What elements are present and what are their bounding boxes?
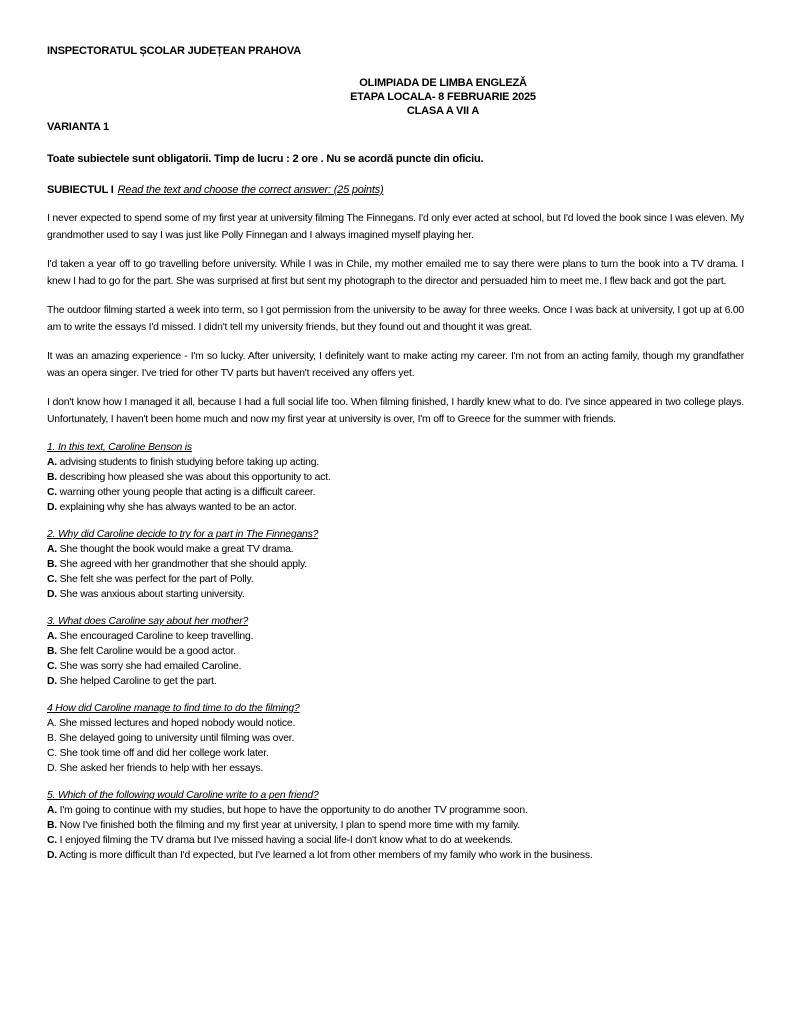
option-letter: B. bbox=[47, 820, 57, 831]
option-letter: B. bbox=[47, 733, 57, 744]
question-5 bbox=[47, 788, 744, 863]
stage-title: ETAPA LOCALA- 8 FEBRUARIE 2025 bbox=[350, 91, 536, 103]
option-letter: C. bbox=[47, 661, 57, 672]
subject-label: SUBIECTUL I bbox=[47, 184, 114, 196]
question-2 bbox=[47, 527, 744, 602]
subject-heading bbox=[47, 183, 744, 198]
question-4 bbox=[47, 701, 744, 776]
option-text: She missed lectures and hoped nobody would notice. bbox=[56, 718, 296, 729]
answer-option bbox=[47, 848, 744, 863]
answer-option bbox=[47, 500, 744, 515]
option-text: advising students to finish studying before taking up acting. bbox=[57, 457, 319, 468]
question-title: 3. What does Caroline say about her mother? bbox=[47, 616, 249, 627]
option-text: She helped Caroline to get the part. bbox=[57, 676, 217, 687]
passage-paragraph: I'd taken a year off to go travelling before university. While I was in Chile, my mother emailed me to say there were plans to turn the book into a TV drama. I knew I had to go for the part. She was surprised at first but sent my photograph to the director and persuaded him to meet me. I flew back and got the part. bbox=[47, 259, 744, 287]
option-letter: C. bbox=[47, 487, 57, 498]
answer-option bbox=[47, 716, 744, 731]
option-letter: C. bbox=[47, 748, 57, 759]
option-letter: B. bbox=[47, 559, 57, 570]
answer-option bbox=[47, 674, 744, 689]
answer-option bbox=[47, 572, 744, 587]
option-letter: A. bbox=[47, 457, 57, 468]
option-letter: A. bbox=[47, 805, 57, 816]
answer-option bbox=[47, 803, 744, 818]
option-text: She thought the book would make a great TV drama. bbox=[57, 544, 294, 555]
option-letter: C. bbox=[47, 574, 57, 585]
answer-option bbox=[47, 557, 744, 572]
passage-paragraph: I don't know how I managed it all, because I had a full social life too. When filming finished, I hardly knew what to do. I've since appeared in two college plays. Unfortunately, I haven't been home much and now my first year at university is over, I'm off to Greece for the summer with friends. bbox=[47, 397, 744, 425]
option-letter: A. bbox=[47, 544, 57, 555]
question-title: 1. In this text, Caroline Benson is bbox=[47, 442, 192, 453]
option-text: She was anxious about starting university. bbox=[57, 589, 245, 600]
option-text: She encouraged Caroline to keep travelling. bbox=[57, 631, 254, 642]
option-letter: D. bbox=[47, 763, 57, 774]
option-text: She felt she was perfect for the part of Polly. bbox=[57, 574, 254, 585]
answer-option bbox=[47, 470, 744, 485]
option-text: Acting is more difficult than I'd expected, but I've learned a lot from other members of my family who work in the business. bbox=[57, 850, 593, 861]
question-title: 2. Why did Caroline decide to try for a part in The Finnegans? bbox=[47, 529, 319, 540]
answer-option bbox=[47, 833, 744, 848]
option-letter: D. bbox=[47, 676, 57, 687]
option-text: warning other young people that acting is a difficult career. bbox=[57, 487, 316, 498]
option-letter: B. bbox=[47, 472, 57, 483]
answer-option bbox=[47, 746, 744, 761]
option-letter: D. bbox=[47, 502, 57, 513]
option-text: She agreed with her grandmother that she should apply. bbox=[57, 559, 307, 570]
option-text: explaining why she has always wanted to be an actor. bbox=[57, 502, 297, 513]
option-text: She was sorry she had emailed Caroline. bbox=[57, 661, 242, 672]
olympiad-title: OLIMPIADA DE LIMBA ENGLEZĂ bbox=[359, 77, 527, 89]
question-title: 4 How did Caroline manage to find time to do the filming? bbox=[47, 703, 300, 714]
answer-option bbox=[47, 587, 744, 602]
passage-paragraph: I never expected to spend some of my first year at university filming The Finnegans. I'd only ever acted at school, but I'd loved the book since I was eleven. My grandmother used to say I was just like Polly Finnegan and I always imagined myself playing her. bbox=[47, 213, 744, 241]
answer-option bbox=[47, 818, 744, 833]
class-title: CLASA A VII A bbox=[406, 105, 480, 117]
title-block bbox=[47, 76, 744, 118]
question-3 bbox=[47, 614, 744, 689]
answer-option bbox=[47, 644, 744, 659]
option-letter: B. bbox=[47, 646, 57, 657]
option-text: I enjoyed filming the TV drama but I've missed having a social life-I don't know what to do at weekends. bbox=[57, 835, 513, 846]
answer-option bbox=[47, 659, 744, 674]
option-letter: C. bbox=[47, 835, 57, 846]
answer-option bbox=[47, 455, 744, 470]
questions-list bbox=[47, 440, 744, 863]
answer-option bbox=[47, 485, 744, 500]
reading-passage bbox=[47, 210, 744, 428]
inspectorate-header: INSPECTORATUL ȘCOLAR JUDEȚEAN PRAHOVA bbox=[47, 45, 301, 57]
answer-option bbox=[47, 629, 744, 644]
question-1 bbox=[47, 440, 744, 515]
option-text: Now I've finished both the filming and my first year at university, I plan to spend more time with my family. bbox=[57, 820, 520, 831]
option-text: She took time off and did her college work later. bbox=[57, 748, 269, 759]
document-page bbox=[47, 44, 744, 863]
passage-paragraph: The outdoor filming started a week into term, so I got permission from the university to be away for three weeks. Once I was back at university, I got up at 6.00 am to write the essays I'd missed. I didn't tell my university friends, but they found out and thought it was great. bbox=[47, 305, 744, 333]
subject-task: Read the text and choose the correct answer: (25 points) bbox=[117, 184, 384, 196]
option-letter: A. bbox=[47, 631, 57, 642]
option-text: describing how pleased she was about this opportunity to act. bbox=[57, 472, 331, 483]
variant-label: VARIANTA 1 bbox=[47, 121, 109, 133]
answer-option bbox=[47, 542, 744, 557]
option-text: She felt Caroline would be a good actor. bbox=[57, 646, 236, 657]
passage-paragraph: It was an amazing experience - I'm so lucky. After university, I definitely want to make acting my career. I'm not from an acting family, though my grandfather was an opera singer. I've tried for other TV parts but haven't received any offers yet. bbox=[47, 351, 744, 379]
answer-option bbox=[47, 731, 744, 746]
option-letter: D. bbox=[47, 850, 57, 861]
option-text: She asked her friends to help with her essays. bbox=[57, 763, 264, 774]
option-letter: A. bbox=[47, 718, 57, 729]
answer-option bbox=[47, 761, 744, 776]
question-title: 5. Which of the following would Caroline write to a pen friend? bbox=[47, 790, 319, 801]
option-letter: D. bbox=[47, 589, 57, 600]
option-text: She delayed going to university until filming was over. bbox=[56, 733, 295, 744]
option-text: I'm going to continue with my studies, but hope to have the opportunity to do another TV programme soon. bbox=[57, 805, 528, 816]
instructions: Toate subiectele sunt obligatorii. Timp de lucru : 2 ore . Nu se acordă puncte din oficiu. bbox=[47, 153, 484, 165]
